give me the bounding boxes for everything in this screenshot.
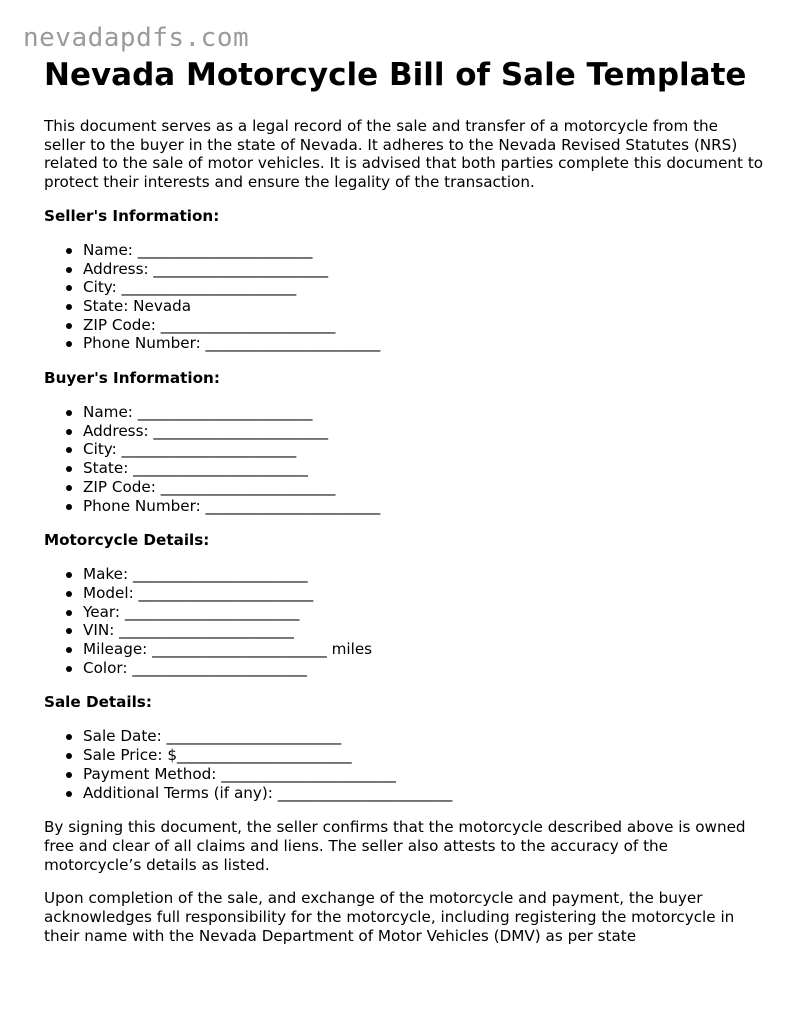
motorcycle-list bbox=[44, 565, 764, 677]
intro-paragraph: This document serves as a legal record of the sale and transfer of a motorcycle from the seller to the buyer in the state of Nevada. It adheres to the Nevada Revised Statutes (NRS) related to the sale of motor vehicles. It is advised that both parties complete this document to protect their interests and ensure the legality of the transaction. bbox=[44, 117, 764, 192]
motorcycle-model-field: Model: _______________________ bbox=[83, 584, 764, 603]
signing-paragraph: By signing this document, the seller confirms that the motorcycle described above is owned free and clear of all claims and liens. The seller also attests to the accuracy of the motorcycle’s details as listed. bbox=[44, 818, 746, 874]
seller-address-field: Address: _______________________ bbox=[83, 260, 764, 279]
motorcycle-heading: Motorcycle Details: bbox=[44, 531, 210, 550]
motorcycle-mileage-field: Mileage: _______________________ miles bbox=[83, 640, 764, 659]
sale-list bbox=[44, 727, 764, 802]
seller-city-field: City: _______________________ bbox=[83, 278, 764, 297]
buyer-zip-field: ZIP Code: _______________________ bbox=[83, 478, 764, 497]
buyer-phone-field: Phone Number: _______________________ bbox=[83, 497, 764, 516]
sale-date-field: Sale Date: _______________________ bbox=[83, 727, 764, 746]
document-body bbox=[44, 56, 764, 961]
payment-method-field: Payment Method: _______________________ bbox=[83, 765, 764, 784]
buyer-state-field: State: _______________________ bbox=[83, 459, 764, 478]
buyer-list bbox=[44, 403, 764, 515]
seller-list bbox=[44, 241, 764, 353]
seller-phone-field: Phone Number: _______________________ bbox=[83, 334, 764, 353]
sale-price-field: Sale Price: $_______________________ bbox=[83, 746, 764, 765]
completion-paragraph: Upon completion of the sale, and exchange of the motorcycle and payment, the buyer acknowledges full responsibility for the motorcycle, including registering the motorcycle in their name with the Nevada Department of Motor Vehicles (DMV) as per state bbox=[44, 889, 735, 945]
document-title: Nevada Motorcycle Bill of Sale Template bbox=[44, 57, 747, 93]
seller-name-field: Name: _______________________ bbox=[83, 241, 764, 260]
buyer-heading: Buyer's Information: bbox=[44, 369, 220, 388]
buyer-address-field: Address: _______________________ bbox=[83, 422, 764, 441]
motorcycle-year-field: Year: _______________________ bbox=[83, 603, 764, 622]
seller-heading: Seller's Information: bbox=[44, 206, 220, 225]
additional-terms-field: Additional Terms (if any): _______________________ bbox=[83, 784, 764, 803]
watermark: nevadapdfs.com bbox=[23, 23, 250, 53]
motorcycle-vin-field: VIN: _______________________ bbox=[83, 621, 764, 640]
motorcycle-make-field: Make: _______________________ bbox=[83, 565, 764, 584]
motorcycle-color-field: Color: _______________________ bbox=[83, 659, 764, 678]
seller-zip-field: ZIP Code: _______________________ bbox=[83, 316, 764, 335]
seller-state-field: State: Nevada bbox=[83, 297, 764, 316]
buyer-name-field: Name: _______________________ bbox=[83, 403, 764, 422]
buyer-city-field: City: _______________________ bbox=[83, 440, 764, 459]
sale-heading: Sale Details: bbox=[44, 693, 152, 712]
